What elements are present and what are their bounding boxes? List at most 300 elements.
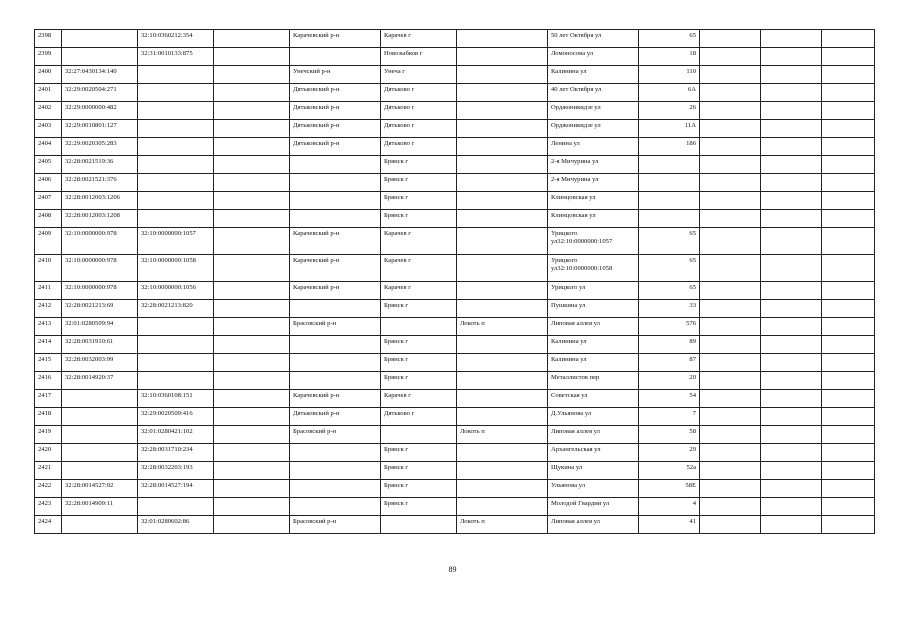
blank-cell-c xyxy=(761,336,822,354)
house-number-cell: 29 xyxy=(639,444,700,462)
blank-cell-d xyxy=(822,66,875,84)
district-cell: Брасовский р-н xyxy=(290,318,381,336)
page-number: 89 xyxy=(448,565,457,574)
blank-cell-d xyxy=(822,498,875,516)
house-number-cell: 89 xyxy=(639,336,700,354)
city-cell: Брянск г xyxy=(381,156,457,174)
city-cell: Брянск г xyxy=(381,462,457,480)
street-cell: Урицкого ул xyxy=(548,282,639,300)
house-number-cell: 54 xyxy=(639,390,700,408)
cadastral-number-2-cell: 32:29:0020509:416 xyxy=(138,408,214,426)
settlement-cell xyxy=(457,228,548,255)
cadastral-number-2-cell xyxy=(138,174,214,192)
row-number-cell: 2398 xyxy=(35,30,62,48)
settlement-cell xyxy=(457,48,548,66)
blank-cell-c xyxy=(761,390,822,408)
settlement-cell xyxy=(457,156,548,174)
cadastral-number-2-cell: 32:10:0360212:354 xyxy=(138,30,214,48)
blank-cell-b xyxy=(700,318,761,336)
cadastral-number-cell: 32:28:0031910:61 xyxy=(62,336,138,354)
table-row xyxy=(35,390,875,408)
district-cell: Брасовский р-н xyxy=(290,426,381,444)
blank-cell-c xyxy=(761,444,822,462)
city-cell: Брянск г xyxy=(381,210,457,228)
district-cell: Унечский р-н xyxy=(290,66,381,84)
city-cell xyxy=(381,516,457,534)
house-number-cell xyxy=(639,210,700,228)
row-number-cell: 2413 xyxy=(35,318,62,336)
table-row xyxy=(35,480,875,498)
settlement-cell xyxy=(457,336,548,354)
cadastral-number-cell: 32:10:0000000:978 xyxy=(62,228,138,255)
blank-cell-d xyxy=(822,228,875,255)
house-number-cell: 186 xyxy=(639,138,700,156)
settlement-cell: Локоть п xyxy=(457,426,548,444)
cadastral-number-2-cell xyxy=(138,498,214,516)
street-cell: Металлистов пер xyxy=(548,372,639,390)
row-number-cell: 2400 xyxy=(35,66,62,84)
blank-cell-b xyxy=(700,156,761,174)
blank-cell-b xyxy=(700,462,761,480)
table-row xyxy=(35,255,875,282)
blank-cell-b xyxy=(700,480,761,498)
blank-cell-b xyxy=(700,102,761,120)
cadastral-number-cell: 32:10:0000000:978 xyxy=(62,255,138,282)
cadastral-number-cell: 32:29:0000000:482 xyxy=(62,102,138,120)
cadastral-number-2-cell: 32:10:0360108:151 xyxy=(138,390,214,408)
city-cell: Брянск г xyxy=(381,444,457,462)
cadastral-number-cell: 32:10:0000000:978 xyxy=(62,282,138,300)
street-cell: Пушкина ул xyxy=(548,300,639,318)
street-cell: Ленина ул xyxy=(548,138,639,156)
blank-cell-a xyxy=(214,390,290,408)
settlement-cell xyxy=(457,390,548,408)
blank-cell-c xyxy=(761,228,822,255)
table-row xyxy=(35,138,875,156)
blank-cell-a xyxy=(214,192,290,210)
house-number-cell: 110 xyxy=(639,66,700,84)
cadastral-number-cell: 32:28:0012003:1208 xyxy=(62,210,138,228)
row-number-cell: 2416 xyxy=(35,372,62,390)
settlement-cell xyxy=(457,66,548,84)
cadastral-number-2-cell xyxy=(138,66,214,84)
house-number-cell: 576 xyxy=(639,318,700,336)
cadastral-number-cell: 32:28:0014527:92 xyxy=(62,480,138,498)
street-cell: Архангельская ул xyxy=(548,444,639,462)
row-number-cell: 2399 xyxy=(35,48,62,66)
table-row xyxy=(35,120,875,138)
settlement-cell xyxy=(457,372,548,390)
blank-cell-b xyxy=(700,192,761,210)
street-cell: Калинина ул xyxy=(548,354,639,372)
table-row xyxy=(35,174,875,192)
house-number-cell: 6А xyxy=(639,84,700,102)
district-cell xyxy=(290,480,381,498)
district-cell xyxy=(290,300,381,318)
cadastral-number-2-cell: 32:01:0280421:102 xyxy=(138,426,214,444)
city-cell: Унеча г xyxy=(381,66,457,84)
table-body xyxy=(35,30,875,534)
row-number-cell: 2405 xyxy=(35,156,62,174)
blank-cell-a xyxy=(214,318,290,336)
street-cell: Орджоникидзе ул xyxy=(548,120,639,138)
row-number-cell: 2423 xyxy=(35,498,62,516)
blank-cell-d xyxy=(822,156,875,174)
blank-cell-c xyxy=(761,174,822,192)
blank-cell-c xyxy=(761,318,822,336)
blank-cell-b xyxy=(700,336,761,354)
district-cell: Дятьковский р-н xyxy=(290,408,381,426)
blank-cell-b xyxy=(700,48,761,66)
table-row xyxy=(35,444,875,462)
blank-cell-a xyxy=(214,138,290,156)
street-cell: Липовая аллея ул xyxy=(548,516,639,534)
city-cell: Брянск г xyxy=(381,336,457,354)
table-row xyxy=(35,408,875,426)
district-cell xyxy=(290,372,381,390)
cadastral-number-cell: 32:01:0280509:94 xyxy=(62,318,138,336)
street-cell: Клинцовская ул xyxy=(548,210,639,228)
blank-cell-a xyxy=(214,282,290,300)
table-row xyxy=(35,516,875,534)
city-cell: Брянск г xyxy=(381,354,457,372)
settlement-cell xyxy=(457,30,548,48)
blank-cell-c xyxy=(761,30,822,48)
house-number-cell: 26 xyxy=(639,102,700,120)
street-cell: 2-я Мичурина ул xyxy=(548,156,639,174)
blank-cell-a xyxy=(214,255,290,282)
blank-cell-a xyxy=(214,408,290,426)
city-cell: Карачев г xyxy=(381,30,457,48)
settlement-cell xyxy=(457,408,548,426)
blank-cell-b xyxy=(700,444,761,462)
house-number-cell xyxy=(639,156,700,174)
blank-cell-d xyxy=(822,120,875,138)
blank-cell-d xyxy=(822,390,875,408)
row-number-cell: 2407 xyxy=(35,192,62,210)
table-row xyxy=(35,300,875,318)
blank-cell-d xyxy=(822,210,875,228)
district-cell xyxy=(290,210,381,228)
settlement-cell xyxy=(457,462,548,480)
city-cell: Карачев г xyxy=(381,282,457,300)
settlement-cell xyxy=(457,192,548,210)
table-row xyxy=(35,498,875,516)
blank-cell-b xyxy=(700,354,761,372)
blank-cell-b xyxy=(700,138,761,156)
table-row xyxy=(35,84,875,102)
house-number-cell: 33 xyxy=(639,300,700,318)
blank-cell-b xyxy=(700,498,761,516)
district-cell: Карачевский р-н xyxy=(290,282,381,300)
blank-cell-d xyxy=(822,354,875,372)
cadastral-number-2-cell xyxy=(138,336,214,354)
blank-cell-c xyxy=(761,210,822,228)
city-cell xyxy=(381,318,457,336)
blank-cell-c xyxy=(761,255,822,282)
blank-cell-d xyxy=(822,102,875,120)
blank-cell-a xyxy=(214,210,290,228)
cadastral-number-2-cell xyxy=(138,102,214,120)
blank-cell-c xyxy=(761,84,822,102)
house-number-cell: 65 xyxy=(639,228,700,255)
city-cell: Брянск г xyxy=(381,480,457,498)
blank-cell-d xyxy=(822,408,875,426)
district-cell xyxy=(290,336,381,354)
blank-cell-c xyxy=(761,354,822,372)
blank-cell-c xyxy=(761,462,822,480)
blank-cell-d xyxy=(822,426,875,444)
blank-cell-a xyxy=(214,30,290,48)
blank-cell-c xyxy=(761,516,822,534)
cadastral-number-cell: 32:28:0012003:1206 xyxy=(62,192,138,210)
district-cell: Карачевский р-н xyxy=(290,30,381,48)
table-row xyxy=(35,210,875,228)
blank-cell-a xyxy=(214,426,290,444)
table-row xyxy=(35,318,875,336)
district-cell xyxy=(290,48,381,66)
blank-cell-b xyxy=(700,174,761,192)
city-cell: Дятьково г xyxy=(381,120,457,138)
city-cell: Дятьково г xyxy=(381,408,457,426)
house-number-cell: 20 xyxy=(639,372,700,390)
cadastral-number-2-cell xyxy=(138,210,214,228)
blank-cell-c xyxy=(761,102,822,120)
blank-cell-c xyxy=(761,48,822,66)
street-cell: Щукина ул xyxy=(548,462,639,480)
house-number-cell xyxy=(639,174,700,192)
street-cell: Д.Ульянова ул xyxy=(548,408,639,426)
street-cell: 50 лет Октября ул xyxy=(548,30,639,48)
blank-cell-a xyxy=(214,480,290,498)
blank-cell-a xyxy=(214,102,290,120)
row-number-cell: 2404 xyxy=(35,138,62,156)
cadastral-number-cell xyxy=(62,444,138,462)
house-number-cell: 18 xyxy=(639,48,700,66)
blank-cell-d xyxy=(822,48,875,66)
row-number-cell: 2418 xyxy=(35,408,62,426)
cadastral-number-2-cell xyxy=(138,318,214,336)
table-row xyxy=(35,426,875,444)
cadastral-number-cell: 32:29:0010801:127 xyxy=(62,120,138,138)
blank-cell-c xyxy=(761,480,822,498)
cadastral-number-cell: 32:29:0020305:283 xyxy=(62,138,138,156)
blank-cell-d xyxy=(822,192,875,210)
house-number-cell: 65 xyxy=(639,30,700,48)
blank-cell-b xyxy=(700,66,761,84)
table-row xyxy=(35,156,875,174)
cadastral-number-2-cell xyxy=(138,156,214,174)
blank-cell-d xyxy=(822,480,875,498)
blank-cell-b xyxy=(700,210,761,228)
row-number-cell: 2417 xyxy=(35,390,62,408)
row-number-cell: 2403 xyxy=(35,120,62,138)
table-row xyxy=(35,30,875,48)
table-row xyxy=(35,462,875,480)
blank-cell-a xyxy=(214,336,290,354)
blank-cell-c xyxy=(761,156,822,174)
district-cell: Дятьковский р-н xyxy=(290,138,381,156)
blank-cell-d xyxy=(822,300,875,318)
settlement-cell xyxy=(457,255,548,282)
street-cell: 2-я Мичурина ул xyxy=(548,174,639,192)
blank-cell-a xyxy=(214,354,290,372)
blank-cell-c xyxy=(761,138,822,156)
city-cell: Новозыбков г xyxy=(381,48,457,66)
blank-cell-b xyxy=(700,228,761,255)
cadastral-number-cell: 32:28:0014920:37 xyxy=(62,372,138,390)
blank-cell-a xyxy=(214,84,290,102)
city-cell: Брянск г xyxy=(381,174,457,192)
district-cell: Дятьковский р-н xyxy=(290,120,381,138)
district-cell: Дятьковский р-н xyxy=(290,84,381,102)
cadastral-number-2-cell xyxy=(138,354,214,372)
street-cell: Советская ул xyxy=(548,390,639,408)
cadastral-number-cell xyxy=(62,408,138,426)
cadastral-number-2-cell: 32:28:0021213:820 xyxy=(138,300,214,318)
settlement-cell xyxy=(457,354,548,372)
city-cell: Карачев г xyxy=(381,390,457,408)
street-cell: Орджоникидзе ул xyxy=(548,102,639,120)
house-number-cell: 7 xyxy=(639,408,700,426)
cadastral-number-cell: 32:28:0021519:36 xyxy=(62,156,138,174)
blank-cell-d xyxy=(822,318,875,336)
settlement-cell: Локоть п xyxy=(457,318,548,336)
cadastral-number-2-cell xyxy=(138,138,214,156)
street-cell: Ульянова ул xyxy=(548,480,639,498)
cadastral-number-cell: 32:28:0014909:11 xyxy=(62,498,138,516)
settlement-cell xyxy=(457,84,548,102)
cadastral-number-cell: 32:27:0430134:140 xyxy=(62,66,138,84)
cadastral-number-2-cell: 32:28:0014527:194 xyxy=(138,480,214,498)
row-number-cell: 2419 xyxy=(35,426,62,444)
district-cell: Дятьковский р-н xyxy=(290,102,381,120)
settlement-cell xyxy=(457,138,548,156)
cadastral-number-2-cell xyxy=(138,84,214,102)
city-cell: Дятьково г xyxy=(381,84,457,102)
row-number-cell: 2410 xyxy=(35,255,62,282)
blank-cell-d xyxy=(822,84,875,102)
blank-cell-b xyxy=(700,426,761,444)
blank-cell-c xyxy=(761,120,822,138)
cadastral-number-cell xyxy=(62,390,138,408)
cadastral-number-cell: 32:28:0032003:99 xyxy=(62,354,138,372)
house-number-cell xyxy=(639,192,700,210)
blank-cell-b xyxy=(700,372,761,390)
street-cell: Молодой Гвардии ул xyxy=(548,498,639,516)
blank-cell-a xyxy=(214,120,290,138)
street-cell: Клинцовская ул xyxy=(548,192,639,210)
row-number-cell: 2424 xyxy=(35,516,62,534)
district-cell xyxy=(290,444,381,462)
city-cell: Брянск г xyxy=(381,498,457,516)
blank-cell-a xyxy=(214,174,290,192)
settlement-cell xyxy=(457,300,548,318)
blank-cell-c xyxy=(761,372,822,390)
row-number-cell: 2420 xyxy=(35,444,62,462)
city-cell: Брянск г xyxy=(381,192,457,210)
blank-cell-c xyxy=(761,192,822,210)
settlement-cell xyxy=(457,444,548,462)
district-cell xyxy=(290,192,381,210)
cadastral-number-2-cell: 32:28:0031710:234 xyxy=(138,444,214,462)
cadastral-number-2-cell xyxy=(138,372,214,390)
blank-cell-d xyxy=(822,30,875,48)
district-cell: Карачевский р-н xyxy=(290,228,381,255)
cadastral-number-cell: 32:28:0021213:69 xyxy=(62,300,138,318)
blank-cell-c xyxy=(761,300,822,318)
row-number-cell: 2408 xyxy=(35,210,62,228)
blank-cell-b xyxy=(700,255,761,282)
cadastral-number-2-cell: 32:28:0032203:193 xyxy=(138,462,214,480)
street-cell: Ломоносова ул xyxy=(548,48,639,66)
blank-cell-d xyxy=(822,372,875,390)
cadastral-number-cell xyxy=(62,30,138,48)
blank-cell-c xyxy=(761,498,822,516)
table-row xyxy=(35,192,875,210)
cadastral-number-cell xyxy=(62,462,138,480)
blank-cell-b xyxy=(700,30,761,48)
blank-cell-a xyxy=(214,300,290,318)
cadastral-number-cell xyxy=(62,516,138,534)
blank-cell-b xyxy=(700,408,761,426)
row-number-cell: 2401 xyxy=(35,84,62,102)
settlement-cell xyxy=(457,480,548,498)
table-row xyxy=(35,354,875,372)
blank-cell-b xyxy=(700,300,761,318)
street-cell: Урицкого ул32:10:0000000:1058 xyxy=(548,255,639,282)
district-cell: Карачевский р-н xyxy=(290,390,381,408)
row-number-cell: 2415 xyxy=(35,354,62,372)
blank-cell-a xyxy=(214,66,290,84)
blank-cell-b xyxy=(700,84,761,102)
house-number-cell: 87 xyxy=(639,354,700,372)
row-number-cell: 2409 xyxy=(35,228,62,255)
street-cell: 40 лет Октября ул xyxy=(548,84,639,102)
address-table xyxy=(34,29,875,534)
house-number-cell: 4 xyxy=(639,498,700,516)
cadastral-number-2-cell: 32:31:0010133:875 xyxy=(138,48,214,66)
street-cell: Липовая аллея ул xyxy=(548,426,639,444)
blank-cell-d xyxy=(822,174,875,192)
settlement-cell xyxy=(457,102,548,120)
city-cell: Брянск г xyxy=(381,300,457,318)
blank-cell-a xyxy=(214,228,290,255)
table-row xyxy=(35,102,875,120)
district-cell xyxy=(290,174,381,192)
settlement-cell xyxy=(457,498,548,516)
settlement-cell xyxy=(457,282,548,300)
blank-cell-a xyxy=(214,48,290,66)
district-cell xyxy=(290,156,381,174)
blank-cell-a xyxy=(214,156,290,174)
settlement-cell xyxy=(457,174,548,192)
row-number-cell: 2406 xyxy=(35,174,62,192)
house-number-cell: 58 xyxy=(639,426,700,444)
blank-cell-a xyxy=(214,498,290,516)
cadastral-number-2-cell xyxy=(138,120,214,138)
row-number-cell: 2421 xyxy=(35,462,62,480)
cadastral-number-2-cell: 32:10:0000000:1058 xyxy=(138,255,214,282)
cadastral-number-cell xyxy=(62,48,138,66)
table-row xyxy=(35,66,875,84)
cadastral-number-cell xyxy=(62,426,138,444)
row-number-cell: 2422 xyxy=(35,480,62,498)
blank-cell-c xyxy=(761,408,822,426)
settlement-cell xyxy=(457,120,548,138)
blank-cell-b xyxy=(700,516,761,534)
blank-cell-a xyxy=(214,444,290,462)
